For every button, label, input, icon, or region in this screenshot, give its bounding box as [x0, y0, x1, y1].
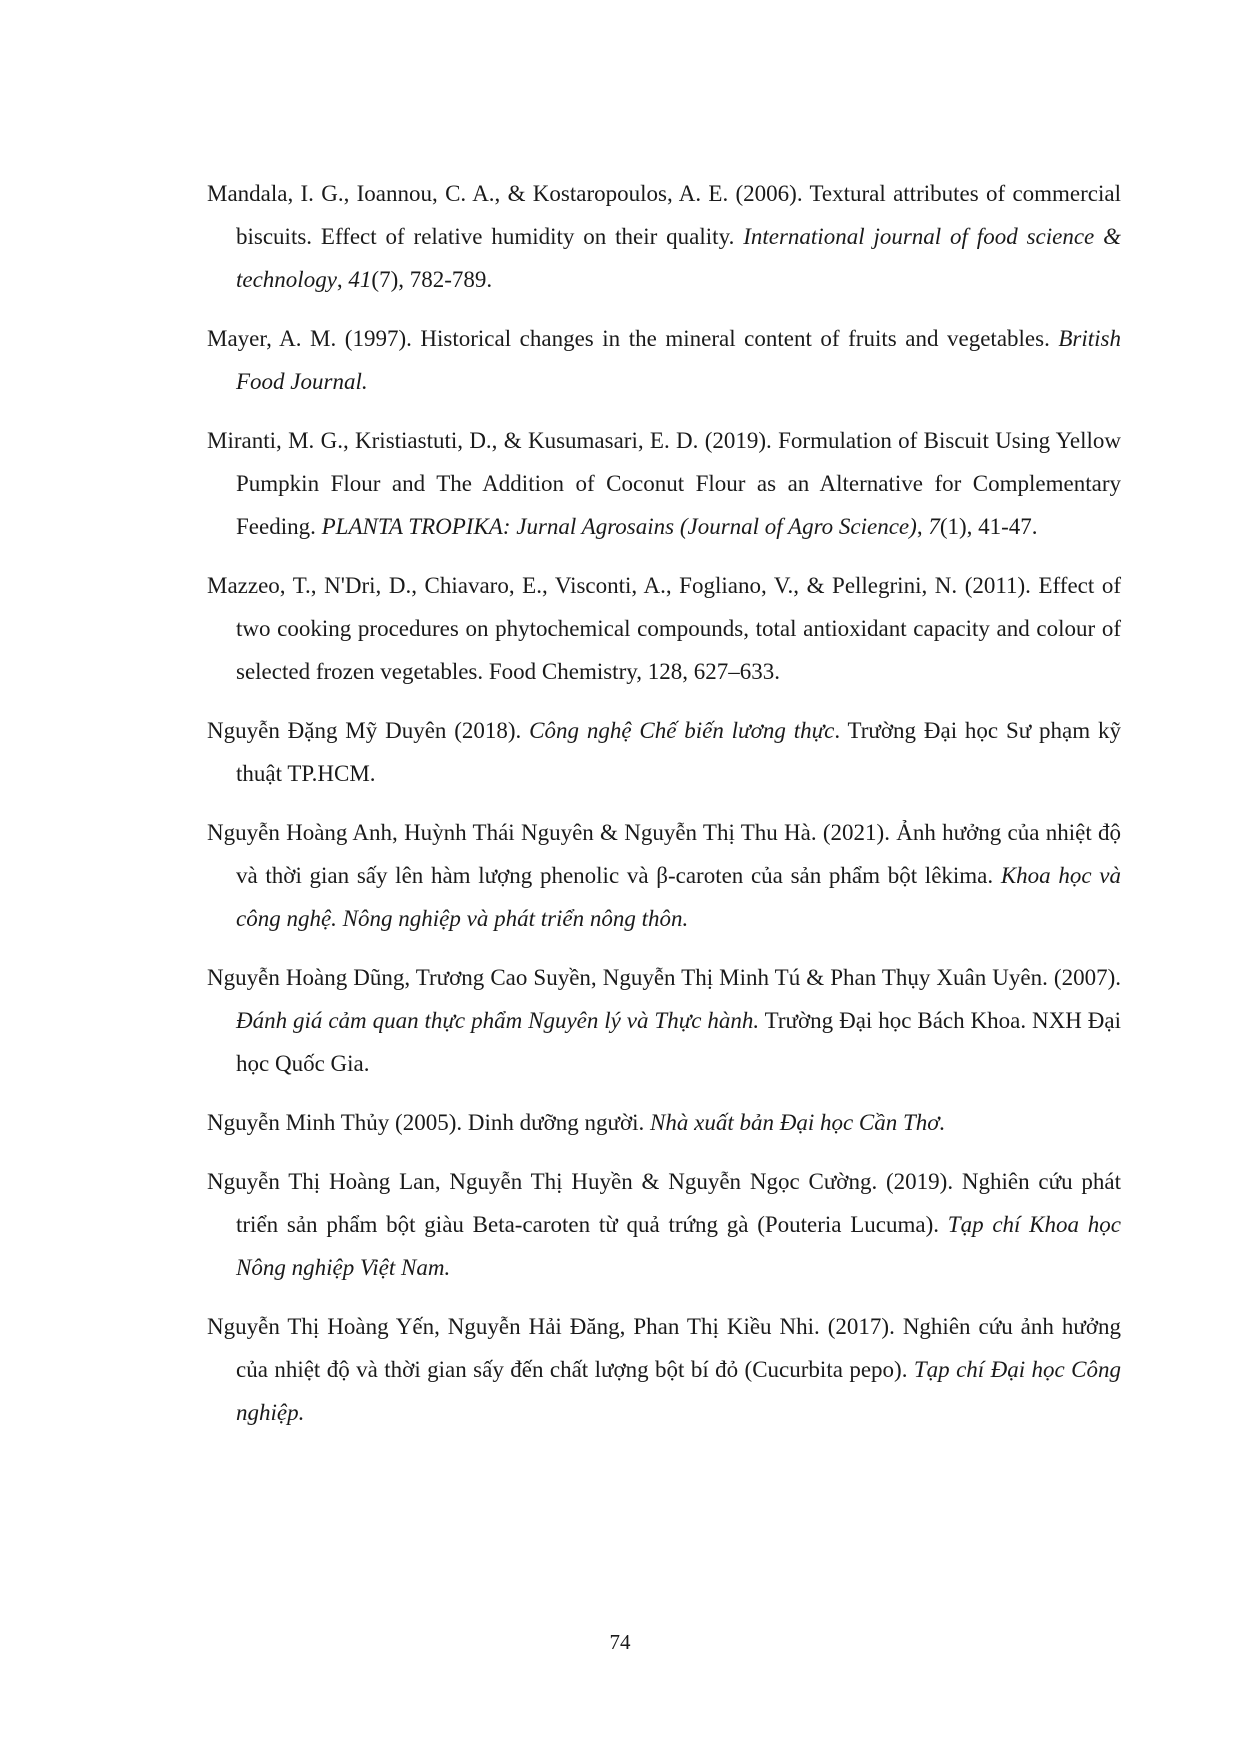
reference-italic-text: Tạp chí Khoa học Nông nghiệp Việt Nam. — [236, 1212, 1121, 1280]
reference-text: Mayer, A. M. (1997). Historical changes in the mineral content of fruits and vegetables. — [207, 326, 1059, 351]
reference-list — [207, 172, 1121, 1450]
reference-text: Mandala, I. G., Ioannou, C. A., & Kostaropoulos, A. E. (2006). Textural attributes of commercial biscuits. Effect of relative humidity on their quality. — [207, 181, 1121, 249]
reference-text: Miranti, M. G., Kristiastuti, D., & Kusumasari, E. D. (2019). Formulation of Biscuit Using Yellow Pumpkin Flour and The Addition of Coconut Flour as an Alternative for Complementary Feeding. — [207, 428, 1121, 539]
reference-text: Nguyễn Thị Hoàng Yến, Nguyễn Hải Đăng, Phan Thị Kiều Nhi. (2017). Nghiên cứu ảnh hưởng của nhiệt độ và thời gian sấy đến chất lượng bột bí đỏ (Cucurbita pepo). — [207, 1314, 1121, 1382]
reference-entry — [207, 172, 1121, 301]
reference-text: (1), 41-47. — [939, 514, 1038, 539]
reference-italic-text: British Food Journal. — [236, 326, 1121, 394]
reference-entry — [207, 1305, 1121, 1434]
reference-entry — [207, 1101, 1121, 1144]
reference-text: , — [916, 514, 929, 539]
reference-italic-text: 7 — [928, 514, 940, 539]
reference-text: Nguyễn Hoàng Anh, Huỳnh Thái Nguyên & Nguyễn Thị Thu Hà. (2021). Ảnh hưởng của nhiệt độ và thời gian sấy lên hàm lượng phenolic và β-caroten của sản phẩm bột lêkima. — [207, 820, 1121, 888]
reference-entry — [207, 709, 1121, 795]
reference-text: Nguyễn Thị Hoàng Lan, Nguyễn Thị Huyền & Nguyễn Ngọc Cường. (2019). Nghiên cứu phát triển sản phẩm bột giàu Beta-caroten từ quả trứng gà (Pouteria Lucuma). — [207, 1169, 1121, 1237]
reference-italic-text: Đánh giá cảm quan thực phẩm Nguyên lý và Thực hành. — [236, 1008, 760, 1033]
reference-text: Nguyễn Đặng Mỹ Duyên (2018). — [207, 718, 530, 743]
reference-text: Trường Đại học Bách Khoa. NXH Đại học Quốc Gia. — [236, 1008, 1121, 1076]
reference-text: Nguyễn Hoàng Dũng, Trương Cao Suyền, Nguyễn Thị Minh Tú & Phan Thụy Xuân Uyên. (2007). — [207, 965, 1121, 990]
reference-entry — [207, 956, 1121, 1085]
reference-italic-text: Nhà xuất bản Đại học Cần Thơ. — [650, 1110, 946, 1135]
reference-text: (7), 782-789. — [371, 267, 493, 292]
reference-italic-text: Khoa học và công nghệ. Nông nghiệp và phát triển nông thôn. — [236, 863, 1121, 931]
reference-text: , — [336, 267, 349, 292]
reference-text: Nguyễn Minh Thủy (2005). Dinh dưỡng người. — [207, 1110, 651, 1135]
reference-entry — [207, 564, 1121, 693]
reference-italic-text: PLANTA TROPIKA: Jurnal Agrosains (Journal of Agro Science) — [321, 514, 917, 539]
reference-text: Mazzeo, T., N'Dri, D., Chiavaro, E., Visconti, A., Fogliano, V., & Pellegrini, N. (2011). Effect of two cooking procedures on phytochemical compounds, total antioxidant capacity and colour of selected frozen vegetables. Food Chemistry, 128, 627–633. — [207, 573, 1121, 684]
reference-text: . Trường Đại học Sư phạm kỹ thuật TP.HCM. — [236, 718, 1121, 786]
reference-entry — [207, 419, 1121, 548]
reference-entry — [207, 317, 1121, 403]
reference-entry — [207, 811, 1121, 940]
reference-italic-text: 41 — [348, 267, 372, 292]
reference-entry — [207, 1160, 1121, 1289]
reference-italic-text: Tạp chí Đại học Công nghiệp. — [236, 1357, 1121, 1425]
page-number: 74 — [609, 1630, 631, 1654]
reference-italic-text: International journal of food science & technology — [236, 224, 1121, 292]
reference-italic-text: Công nghệ Chế biến lương thực — [529, 718, 835, 743]
